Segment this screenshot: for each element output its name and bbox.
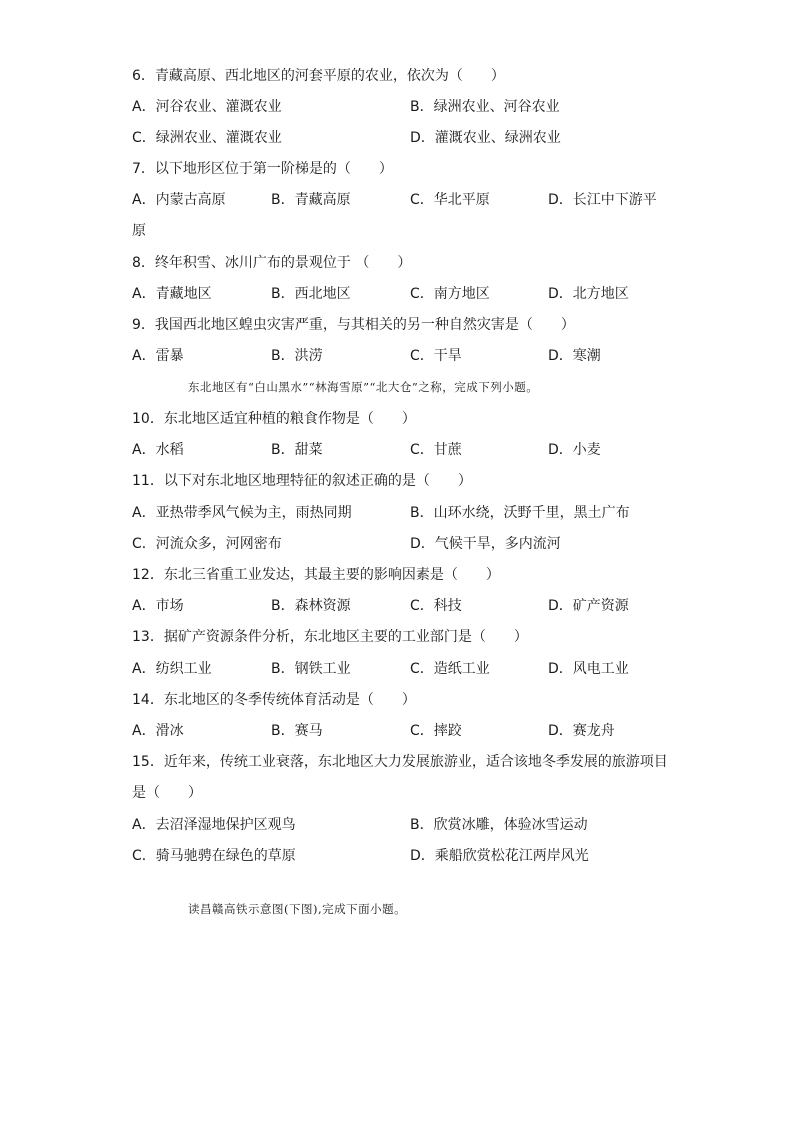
question-10-stem: 10．东北地区适宜种植的粮食作物是（ ） <box>132 411 416 427</box>
intro-railway: 读昌赣高铁示意图(下图),完成下面小题。 <box>188 902 407 916</box>
question-13-option-c: C．造纸工业 <box>410 661 490 677</box>
question-12-option-d: D．矿产资源 <box>548 598 629 614</box>
question-11-option-b: B．山环水绕，沃野千里，黑土广布 <box>410 505 630 521</box>
question-15-option-a: A．去沼泽湿地保护区观鸟 <box>132 817 296 833</box>
question-12-stem: 12．东北三省重工业发达，其最主要的影响因素是（ ） <box>132 567 500 583</box>
question-13-option-d: D．风电工业 <box>548 661 629 677</box>
question-9-option-c: C．干旱 <box>410 348 462 364</box>
question-10-option-d: D．小麦 <box>548 442 601 458</box>
question-14-option-a: A．滑冰 <box>132 723 184 739</box>
question-9-option-a: A．雷暴 <box>132 348 184 364</box>
question-13-option-a: A．纺织工业 <box>132 661 212 677</box>
question-15-stem: 15．近年来，传统工业衰落，东北地区大力发展旅游业，适合该地冬季发展的旅游项目 <box>132 754 668 770</box>
question-6-option-b: B．绿洲农业、河谷农业 <box>410 99 560 115</box>
question-6-option-a: A．河谷农业、灌溉农业 <box>132 99 282 115</box>
question-8-option-c: C．南方地区 <box>410 286 490 302</box>
question-14-option-b: B．赛马 <box>271 723 323 739</box>
question-6-option-c: C．绿洲农业、灌溉农业 <box>132 130 282 146</box>
question-14-option-c: C．摔跤 <box>410 723 462 739</box>
intro-northeast: 东北地区有“白山黑水”“林海雪原”“北大仓”之称，完成下列小题。 <box>188 380 539 394</box>
question-9-option-d: D．寒潮 <box>548 348 601 364</box>
question-8-stem: 8．终年积雪、冰川广布的景观位于 （ ） <box>132 255 412 271</box>
question-10-option-c: C．甘蔗 <box>410 442 462 458</box>
question-9-stem: 9．我国西北地区蝗虫灾害严重，与其相关的另一种自然灾害是（ ） <box>132 317 575 333</box>
question-12-option-b: B．森林资源 <box>271 598 351 614</box>
question-15-option-d: D．乘船欣赏松花江两岸风光 <box>410 848 589 864</box>
question-7-stem: 7．以下地形区位于第一阶梯是的（ ） <box>132 161 393 177</box>
question-8-option-d: D．北方地区 <box>548 286 629 302</box>
question-11-option-d: D．气候干旱，多内流河 <box>410 536 561 552</box>
question-13-stem: 13．据矿产资源条件分析，东北地区主要的工业部门是（ ） <box>132 629 528 645</box>
question-6-stem: 6．青藏高原、西北地区的河套平原的农业，依次为（ ） <box>132 68 505 84</box>
question-7-option-a: A．内蒙古高原 <box>132 192 226 208</box>
question-10-option-b: B．甜菜 <box>271 442 323 458</box>
question-15-option-b: B．欣赏冰雕，体验冰雪运动 <box>410 817 588 833</box>
question-7-option-c: C．华北平原 <box>410 192 490 208</box>
question-15-option-c: C．骑马驰骋在绿色的草原 <box>132 848 296 864</box>
question-13-option-b: B．钢铁工业 <box>271 661 351 677</box>
question-12-option-c: C．科技 <box>410 598 462 614</box>
question-7-option-d-wrap: 原 <box>132 223 146 239</box>
question-8-option-a: A．青藏地区 <box>132 286 212 302</box>
question-14-option-d: D．赛龙舟 <box>548 723 615 739</box>
question-12-option-a: A．市场 <box>132 598 184 614</box>
question-8-option-b: B．西北地区 <box>271 286 351 302</box>
question-14-stem: 14．东北地区的冬季传统体育活动是（ ） <box>132 692 416 708</box>
question-11-option-c: C．河流众多，河网密布 <box>132 536 282 552</box>
question-10-option-a: A．水稻 <box>132 442 184 458</box>
question-9-option-b: B．洪涝 <box>271 348 323 364</box>
question-7-option-d: D．长江中下游平 <box>548 192 657 208</box>
question-6-option-d: D．灌溉农业、绿洲农业 <box>410 130 561 146</box>
question-7-option-b: B．青藏高原 <box>271 192 351 208</box>
question-11-stem: 11．以下对东北地区地理特征的叙述正确的是（ ） <box>132 473 472 489</box>
question-15-stem-cont: 是（ ） <box>132 785 202 801</box>
question-11-option-a: A．亚热带季风气候为主，雨热同期 <box>132 505 352 521</box>
